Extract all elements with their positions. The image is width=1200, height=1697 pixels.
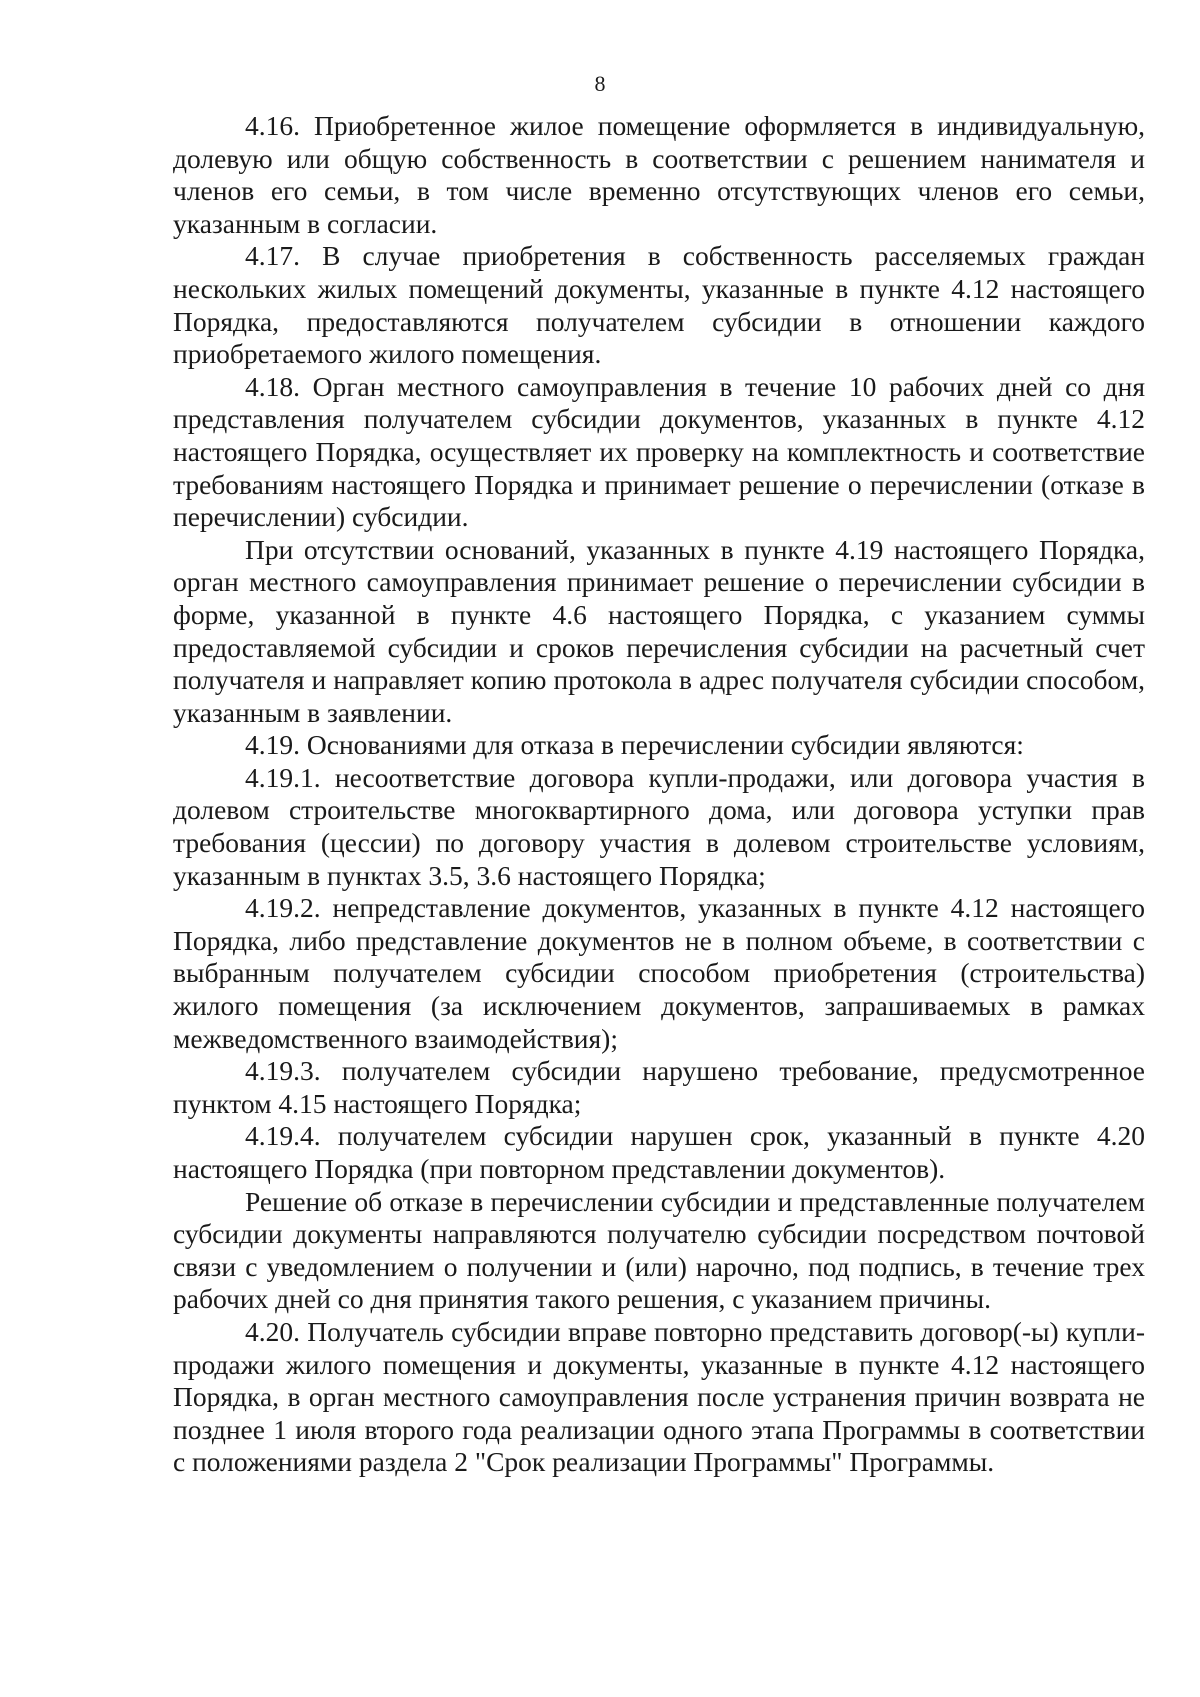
paragraph-4-19-4: 4.19.4. получателем субсидии нарушен срок, указанный в пункте 4.20 настоящего Порядка (при повторном представлении документов). (173, 1120, 1145, 1184)
paragraph-4-20: 4.20. Получатель субсидии вправе повторно представить договор(-ы) купли-продажи жилого помещения и документы, указанные в пункте 4.12 настоящего Порядка, в орган местного самоуправления после устранения причин возврата не позднее 1 июля второго года реализации одного этапа Программы в соответствии с положениями раздела 2 "Срок реализации Программы" Программы. (173, 1315, 1145, 1478)
paragraph-4-19-3: 4.19.3. получателем субсидии нарушено требование, предусмотренное пунктом 4.15 настоящего Порядка; (173, 1055, 1145, 1119)
paragraph-4-19-2: 4.19.2. непредставление документов, указанных в пункте 4.12 настоящего Порядка, либо представление документов не в полном объеме, в соответствии с выбранным получателем субсидии способом приобретения (строительства) жилого помещения (за исключением документов, запрашиваемых в рамках межведомственного взаимодействия); (173, 892, 1145, 1054)
document-body (173, 110, 1145, 1479)
paragraph-refusal-decision: Решение об отказе в перечислении субсидии и представленные получателем субсидии документы направляются получателю субсидии посредством почтовой связи с уведомлением о получении и (или) нарочно, под подпись, в течение трех рабочих дней со дня принятия такого решения, с указанием причины. (173, 1185, 1145, 1315)
page-number: 8 (594, 71, 606, 96)
paragraph-4-18: 4.18. Орган местного самоуправления в течение 10 рабочих дней со дня представления получателем субсидии документов, указанных в пункте 4.12 настоящего Порядка, осуществляет их проверку на комплектность и соответствие требованиям настоящего Порядка и принимает решение о перечислении (отказе в перечислении) субсидии. (173, 370, 1145, 533)
paragraph-4-19-1: 4.19.1. несоответствие договора купли-продажи, или договора участия в долевом строительстве многоквартирного дома, или договора уступки прав требования (цессии) по договору участия в долевом строительстве условиям, указанным в пунктах 3.5, 3.6 настоящего Порядка; (173, 761, 1145, 891)
paragraph-4-16: 4.16. Приобретенное жилое помещение оформляется в индивидуальную, долевую или общую собственность в соответствии с решением нанимателя и членов его семьи, в том числе временно отсутствующих членов его семьи, указанным в согласии. (173, 110, 1145, 239)
paragraph-no-grounds: При отсутствии оснований, указанных в пункте 4.19 настоящего Порядка, орган местного самоуправления принимает решение о перечислении субсидии в форме, указанной в пункте 4.6 настоящего Порядка, с указанием суммы предоставляемой субсидии и сроков перечисления субсидии на расчетный счет получателя и направляет копию протокола в адрес получателя субсидии способом, указанным в заявлении. (173, 533, 1145, 728)
paragraph-4-19: 4.19. Основаниями для отказа в перечислении субсидии являются: (245, 729, 1024, 761)
paragraph-4-17: 4.17. В случае приобретения в собственность расселяемых граждан нескольких жилых помещений документы, указанные в пункте 4.12 настоящего Порядка, предоставляются получателем субсидии в отношении каждого приобретаемого жилого помещения. (173, 240, 1145, 370)
